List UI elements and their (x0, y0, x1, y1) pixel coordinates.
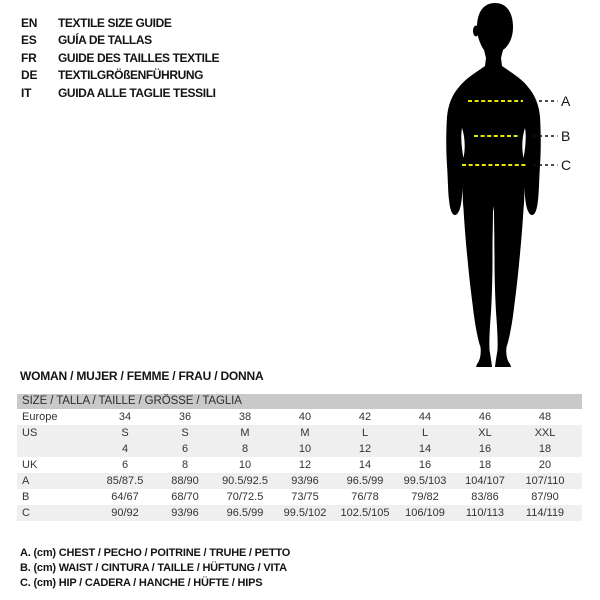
table-cell: 14 (418, 443, 432, 455)
table-cell: 10 (238, 459, 252, 471)
table-cell: XL (478, 427, 492, 439)
table-row (17, 489, 582, 505)
table-cell: M (240, 427, 250, 439)
table-cell: 14 (358, 459, 372, 471)
table-cell: M (300, 427, 310, 439)
language-code: DE (21, 68, 38, 83)
table-cell: 44 (418, 411, 432, 423)
language-title: GUIDE DES TAILLES TEXTILE (58, 50, 220, 65)
legend-line: B. (cm) WAIST / CINTURA / TAILLE / HÜFTUNG / VITA (20, 562, 287, 574)
language-row (21, 49, 219, 67)
table-cell: 93/96 (291, 475, 319, 487)
row-label: A (22, 475, 30, 487)
table-cell: 90/92 (111, 507, 139, 519)
row-label (17, 441, 95, 457)
table-cell: 87/90 (531, 491, 559, 503)
marker-label-c: C (561, 157, 572, 173)
table-cell: 90.5/92.5 (222, 475, 268, 487)
language-code: FR (21, 50, 37, 65)
language-code: IT (21, 85, 32, 100)
marker-label-a: A (561, 93, 571, 109)
size-table-header: SIZE / TALLA / TAILLE / GRÖSSE / TAGLIA (17, 394, 582, 409)
table-row (17, 473, 582, 489)
table-cell: 12 (358, 443, 372, 455)
woman-silhouette (446, 3, 541, 367)
table-cell: 16 (478, 443, 492, 455)
table-cell: 85/87.5 (106, 475, 144, 487)
measurement-legend (20, 546, 290, 591)
table-cell: 6 (121, 459, 129, 471)
language-code: ES (21, 33, 37, 48)
language-row (21, 84, 219, 102)
table-cell: L (361, 427, 369, 439)
table-cell: 96.5/99 (346, 475, 384, 487)
table-cell: 70/72.5 (226, 491, 264, 503)
language-code: EN (21, 15, 38, 30)
table-cell: 12 (298, 459, 312, 471)
table-cell: 4 (121, 443, 129, 455)
table-row (17, 505, 582, 521)
table-cell: 42 (358, 411, 372, 423)
table-cell: 102.5/105 (340, 507, 390, 519)
table-cell: 40 (298, 411, 312, 423)
table-cell: 36 (178, 411, 192, 423)
table-cell: 10 (298, 443, 312, 455)
table-cell: 107/110 (525, 475, 565, 487)
woman-silhouette-figure (415, 0, 572, 372)
table-cell: 99.5/103 (403, 475, 447, 487)
table-cell: 79/82 (411, 491, 439, 503)
table-cell: 8 (241, 443, 249, 455)
size-table (17, 394, 582, 521)
legend-line: C. (cm) HIP / CADERA / HANCHE / HÜFTE / HIPS (20, 577, 263, 589)
table-cell: XXL (534, 427, 556, 439)
table-cell: 38 (238, 411, 252, 423)
table-cell: 68/70 (171, 491, 199, 503)
table-cell: 106/109 (405, 507, 445, 519)
row-label: C (22, 507, 30, 519)
table-cell: L (421, 427, 429, 439)
table-row (17, 425, 582, 441)
hair-bump (473, 26, 479, 37)
language-title-list (21, 14, 219, 102)
table-row (17, 409, 582, 425)
table-cell: 6 (181, 443, 189, 455)
table-cell: 18 (478, 459, 492, 471)
language-title: GUÍA DE TALLAS (58, 33, 152, 48)
table-row (17, 457, 582, 473)
table-cell: 18 (538, 443, 552, 455)
language-row (21, 32, 219, 50)
language-title: TEXTILE SIZE GUIDE (58, 15, 172, 30)
table-cell: 88/90 (171, 475, 199, 487)
language-title: TEXTILGRÖßENFÜHRUNG (58, 68, 204, 83)
table-cell: 104/107 (465, 475, 505, 487)
table-cell: 20 (538, 459, 552, 471)
table-cell: 48 (538, 411, 552, 423)
row-label: US (22, 427, 38, 439)
table-cell: 83/86 (471, 491, 499, 503)
row-label: B (22, 491, 30, 503)
table-cell: S (181, 427, 189, 439)
table-cell: 73/75 (291, 491, 319, 503)
table-cell: 96.5/99 (226, 507, 264, 519)
size-table-rows (17, 409, 582, 521)
table-cell: 34 (118, 411, 132, 423)
marker-label-b: B (561, 128, 571, 144)
table-cell: 8 (181, 459, 189, 471)
table-cell: 114/119 (525, 507, 565, 519)
row-label: UK (22, 459, 38, 471)
table-row (17, 441, 582, 457)
row-label: Europe (22, 411, 58, 423)
language-row (21, 67, 219, 85)
table-cell: 46 (478, 411, 492, 423)
table-cell: 64/67 (111, 491, 139, 503)
table-cell: 99.5/102 (283, 507, 327, 519)
table-cell: 16 (418, 459, 432, 471)
table-cell: 93/96 (171, 507, 199, 519)
language-title: GUIDA ALLE TAGLIE TESSILI (58, 85, 216, 100)
table-cell: 110/113 (465, 507, 505, 519)
legend-line: A. (cm) CHEST / PECHO / POITRINE / TRUHE / PETTO (20, 547, 291, 559)
table-cell: 76/78 (351, 491, 379, 503)
table-cell: S (121, 427, 129, 439)
language-row (21, 14, 219, 32)
section-title-woman: WOMAN / MUJER / FEMME / FRAU / DONNA (20, 369, 264, 383)
